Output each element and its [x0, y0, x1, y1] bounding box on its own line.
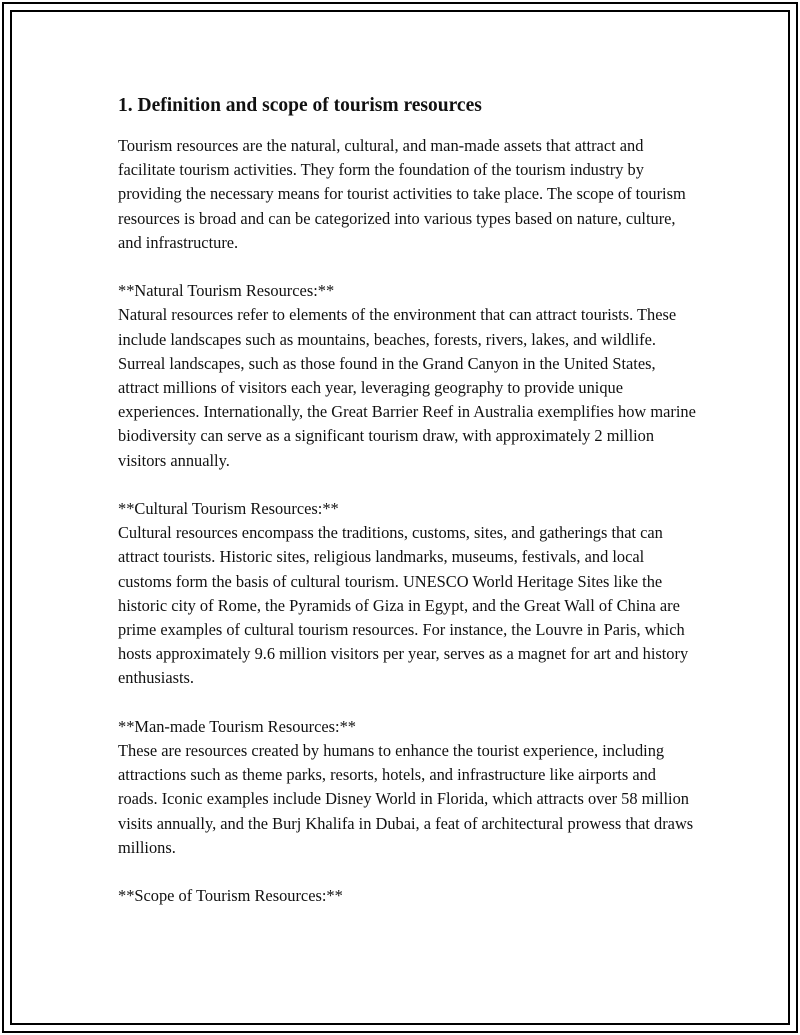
- section-man-made: [118, 715, 698, 860]
- section-heading: **Man-made Tourism Resources:**: [118, 716, 356, 736]
- section-heading: **Scope of Tourism Resources:**: [118, 886, 343, 906]
- section-heading: **Cultural Tourism Resources:**: [118, 499, 339, 519]
- section-natural: [118, 279, 698, 473]
- section-cultural: [118, 497, 698, 691]
- document-title: 1. Definition and scope of tourism resources: [118, 95, 482, 116]
- intro-paragraph: Tourism resources are the natural, cultural, and man-made assets that attract and facilitate tourism activities. They form the foundation of the tourism industry by providing the necessary means for tourist activities to take place. The scope of tourism resources is broad and can be categorized into various types based on nature, culture, and infrastructure.: [118, 136, 686, 252]
- section-body: Cultural resources encompass the traditions, customs, sites, and gatherings that can attract tourists. Historic sites, religious landmarks, museums, festivals, and local customs form the basis of cultural tourism. UNESCO World Heritage Sites like the historic city of Rome, the Pyramids of Giza in Egypt, and the Great Wall of China are prime examples of cultural tourism resources. For instance, the Louvre in Paris, which hosts approximately 9.6 million visitors per year, serves as a magnet for art and history enthusiasts.: [118, 523, 689, 688]
- section-body: Natural resources refer to elements of the environment that can attract tourists. These include landscapes such as mountains, beaches, forests, rivers, lakes, and wildlife. Surreal landscapes, such as those found in the Grand Canyon in the United States, attract millions of visitors each year, leveraging geography to provide unique experiences. Internationally, the Great Barrier Reef in Australia exemplifies how marine biodiversity can serve as a significant tourism draw, with approximately 2 million visitors annually.: [118, 305, 696, 470]
- section-heading: **Natural Tourism Resources:**: [118, 281, 335, 301]
- document-body: [118, 94, 698, 908]
- section-scope: [118, 884, 698, 908]
- section-body: These are resources created by humans to enhance the tourist experience, including attractions such as theme parks, resorts, hotels, and infrastructure like airports and roads. Iconic examples include Disney World in Florida, which attracts over 58 million visits annually, and the Burj Khalifa in Dubai, a feat of architectural prowess that draws millions.: [118, 741, 694, 857]
